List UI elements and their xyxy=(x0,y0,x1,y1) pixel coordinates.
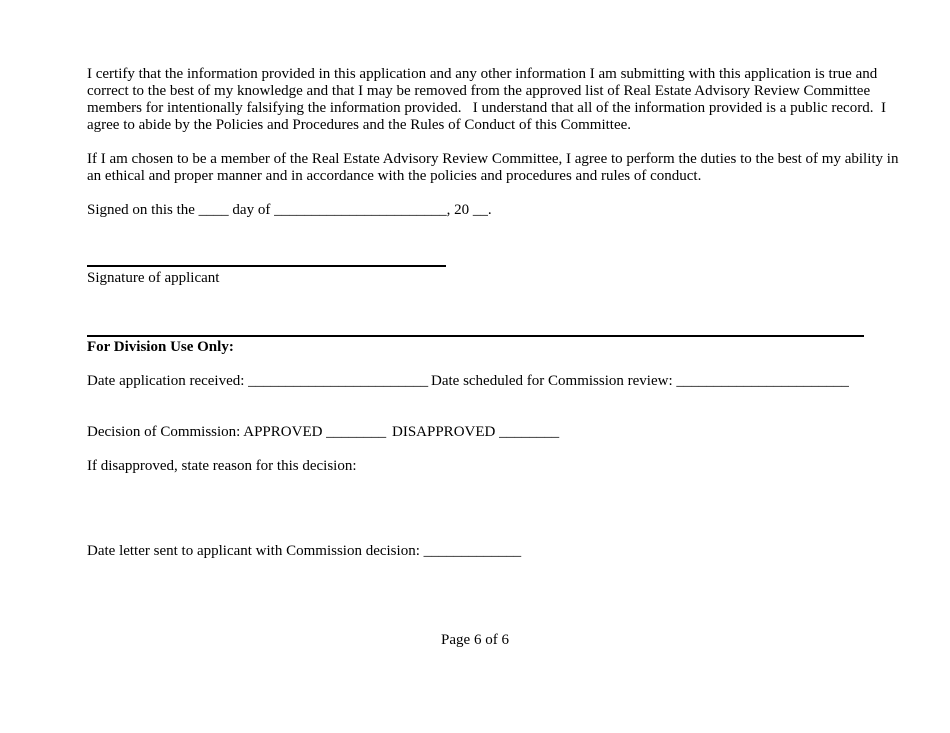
disapproval-reason-prompt: If disapproved, state reason for this decision: xyxy=(87,458,357,474)
signature-label: Signature of applicant xyxy=(87,270,220,286)
date-scheduled-field: Date scheduled for Commission review: _______________________ xyxy=(431,373,849,389)
page-number: Page 6 of 6 xyxy=(441,632,509,648)
signature-line xyxy=(87,265,446,267)
letter-sent-field: Date letter sent to applicant with Commission decision: _____________ xyxy=(87,543,522,559)
certification-paragraph xyxy=(87,66,886,134)
decision-approved-field: Decision of Commission: APPROVED ________ xyxy=(87,424,387,440)
date-received-field: Date application received: ________________________ xyxy=(87,373,429,389)
certification-line: members for intentionally falsifying the information provided. I understand that all of the information provided is a public record. I xyxy=(87,100,886,116)
agreement-line: If I am chosen to be a member of the Real Estate Advisory Review Committee, I agree to perform the duties to the best of my ability in xyxy=(87,151,899,167)
agreement-paragraph xyxy=(87,151,899,185)
signed-date-line: Signed on this the ____ day of _______________________, 20 __. xyxy=(87,202,492,218)
agreement-line: an ethical and proper manner and in accordance with the policies and procedures and rules of conduct. xyxy=(87,168,702,184)
division-divider xyxy=(87,335,864,337)
certification-line: I certify that the information provided in this application and any other information I am submitting with this application is true and xyxy=(87,66,878,82)
certification-line: agree to abide by the Policies and Procedures and the Rules of Conduct of this Committee. xyxy=(87,117,632,133)
division-heading: For Division Use Only: xyxy=(87,339,234,355)
certification-line: correct to the best of my knowledge and that I may be removed from the approved list of Real Estate Advisory Review Committee xyxy=(87,83,871,99)
decision-disapproved-field: DISAPPROVED ________ xyxy=(392,424,560,440)
